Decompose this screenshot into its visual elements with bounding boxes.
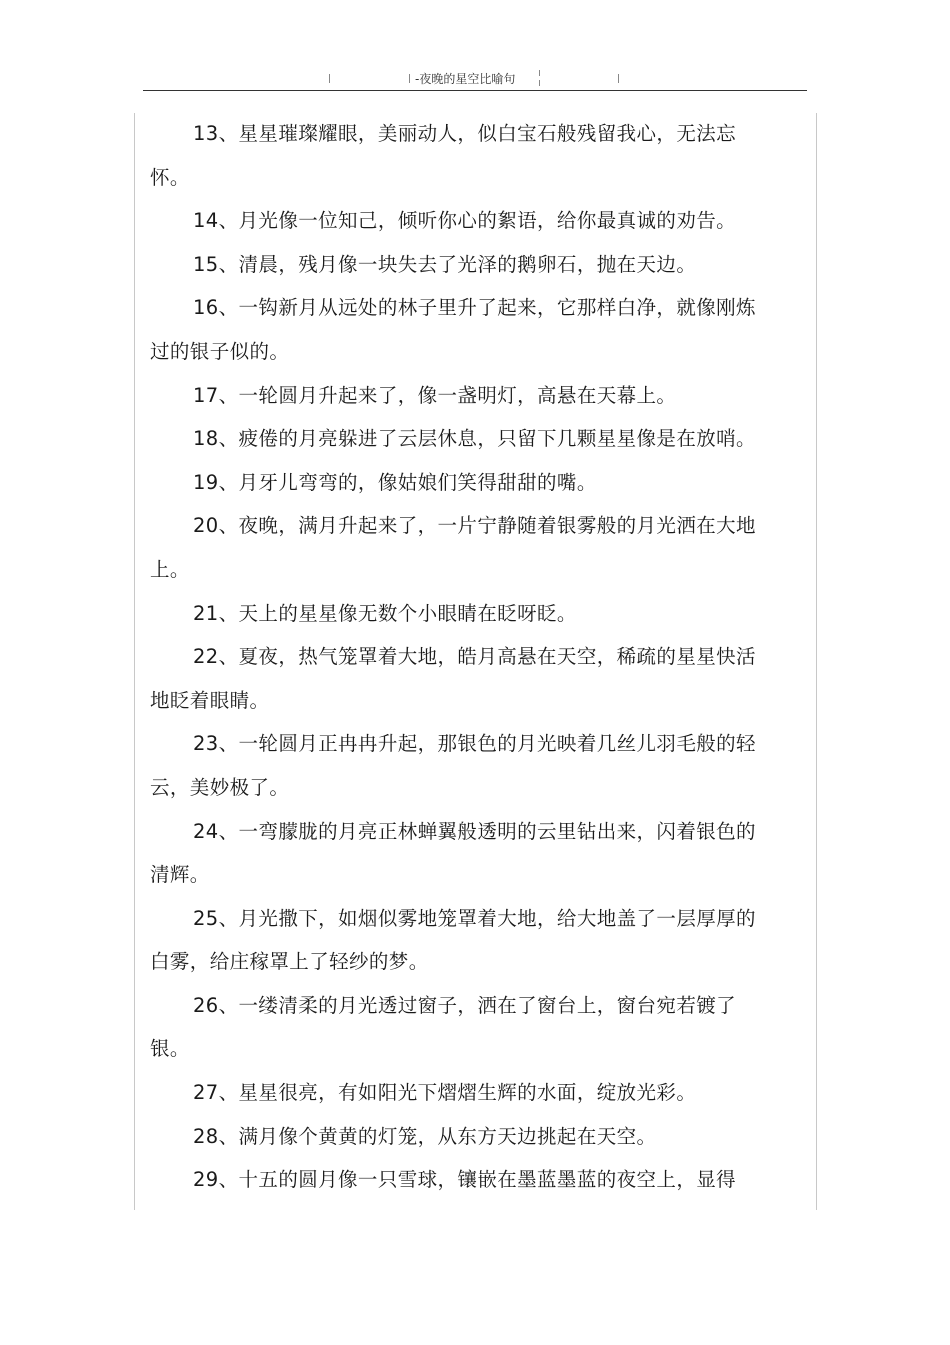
header-rule	[143, 90, 807, 91]
paragraph-15: 15、清晨，残月像一块失去了光泽的鹅卵石，抛在天边。	[193, 252, 697, 276]
right-margin-line	[816, 113, 817, 1210]
paragraph-20: 20、夜晚，满月升起来了，一片宁静随着银雾般的月光洒在大地上。	[150, 514, 756, 581]
paragraph-28: 28、满月像个黄黄的灯笼，从东方天边挑起在天空。	[193, 1124, 657, 1148]
header-tick-mark	[618, 74, 619, 83]
paragraph-24: 24、一弯朦胧的月亮正林蝉翼般透明的云里钻出来，闪着银色的清辉。	[150, 819, 756, 887]
paragraph-25: 25、月光撒下，如烟似雾地笼罩着大地，给大地盖了一层厚厚的白雾，给庄稼罩上了轻纱的梦。	[150, 906, 756, 974]
left-margin-line	[134, 113, 135, 1210]
paragraph-21: 21、天上的星星像无数个小眼睛在眨呀眨。	[193, 601, 577, 625]
paragraph-27: 27、星星很亮，有如阳光下熠熠生辉的水面，绽放光彩。	[193, 1081, 697, 1105]
paragraph-23: 23、一轮圆月正冉冉升起，那银色的月光映着几丝儿羽毛般的轻云，美妙极了。	[150, 732, 756, 799]
paragraph-26: 26、一缕清柔的月光透过窗子，洒在了窗台上，窗台宛若镀了银。	[150, 993, 737, 1061]
paragraph-29: 29、十五的圆月像一只雪球，镶嵌在墨蓝墨蓝的夜空上，显得	[193, 1168, 737, 1192]
header-tick-mark	[409, 74, 410, 83]
header-tick-mark	[539, 80, 540, 86]
header-tick-mark	[539, 70, 540, 76]
paragraph-18: 18、疲倦的月亮躲进了云层休息，只留下几颗星星像是在放哨。	[193, 427, 756, 451]
paragraph-19: 19、月牙儿弯弯的，像姑娘们笑得甜甜的嘴。	[193, 470, 597, 494]
header-title: -夜晚的星空比喻句	[415, 72, 516, 86]
paragraph-16: 16、一钩新月从远处的林子里升了起来，它那样白净，就像刚炼过的银子似的。	[150, 296, 756, 363]
paragraph-22: 22、夏夜，热气笼罩着大地，皓月高悬在天空，稀疏的星星快活地眨着眼睛。	[150, 645, 756, 712]
header-tick-mark	[329, 74, 330, 83]
paragraph-13: 13、星星璀璨耀眼，美丽动人，似白宝石般残留我心，无法忘怀。	[150, 122, 737, 189]
paragraph-14: 14、月光像一位知己，倾听你心的絮语，给你最真诚的劝告。	[193, 209, 737, 233]
page-header	[143, 66, 807, 92]
paragraph-17: 17、一轮圆月升起来了，像一盏明灯，高悬在天幕上。	[193, 383, 677, 407]
body-text	[150, 112, 764, 1202]
